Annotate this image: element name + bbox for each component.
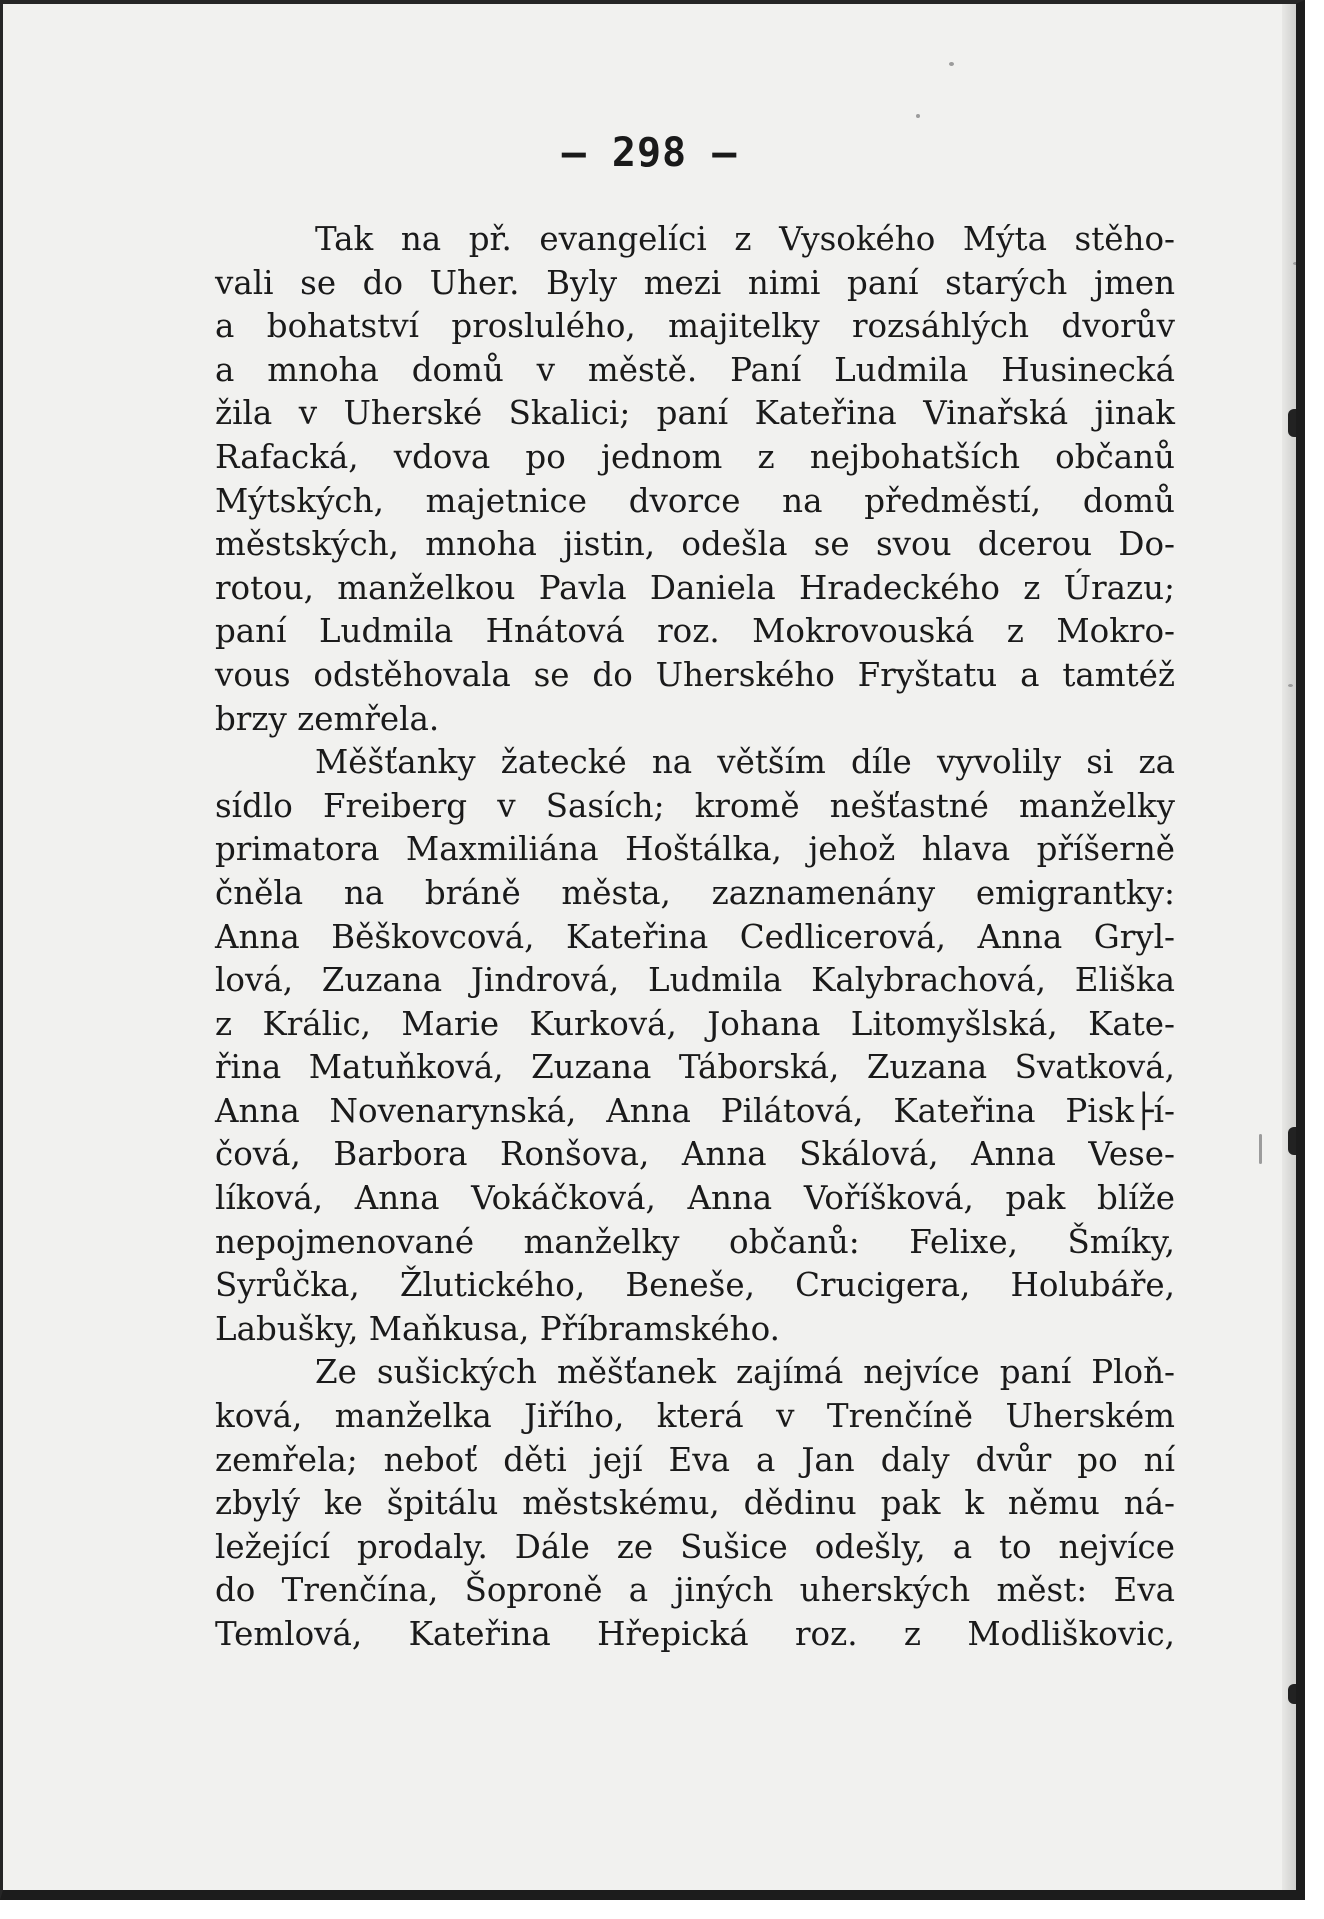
text-line: Tak na př. evangelíci z Vysokého Mýta stěho- (315, 220, 1175, 258)
paper-speck (949, 62, 954, 66)
text-line: brzy zemřela. (215, 699, 440, 738)
text-line: a bohatství proslulého, majitelky rozsáhlých dvorův (215, 307, 1175, 346)
text-line: čněla na bráně města, zaznamenány emigrantky: (215, 873, 1175, 912)
binding-mark (1288, 1127, 1300, 1155)
text-line: rotou, manželkou Pavla Daniela Hradeckého z Úrazu; (215, 568, 1175, 607)
binding-mark (1288, 409, 1300, 437)
paragraph-3 (215, 1351, 1175, 1656)
text-line: zemřela; neboť děti její Eva a Jan daly dvůr po ní (215, 1440, 1175, 1479)
text-line: Měšťanky žatecké na větším díle vyvolily si za (315, 743, 1175, 782)
text-line: vous odstěhovala se do Uherského Fryštatu a tamtéž (215, 655, 1175, 694)
text-line: lová, Zuzana Jindrová, Ludmila Kalybrachová, Eliška (215, 961, 1175, 1000)
text-line: Mýtských, majetnice dvorce na předměstí, domů (215, 481, 1175, 520)
text-line: Labušky, Maňkusa, Příbramského. (215, 1309, 780, 1348)
text-line: Syrůčka, Žlutického, Beneše, Crucigera, Holubáře, (215, 1266, 1175, 1305)
text-line: do Trenčína, Šoproně a jiných uherských měst: Eva (215, 1571, 1175, 1610)
text-line: Ze sušických měšťanek zajímá nejvíce paní Ploň- (315, 1353, 1175, 1392)
body-text (215, 218, 1175, 1657)
paper-speck (1288, 684, 1293, 687)
text-line: a mnoha domů v městě. Paní Ludmila Husinecká (215, 350, 1175, 389)
page-number: — 298 — (561, 130, 738, 176)
text-line: vali se do Uher. Byly mezi nimi paní starých jmen (215, 263, 1175, 302)
text-line: sídlo Freiberg v Sasích; kromě nešťastné manželky (215, 786, 1175, 825)
text-line: Anna Novenarynská, Anna Pilátová, Kateřina Pisk├í- (215, 1091, 1175, 1130)
paper-speck (916, 114, 920, 118)
text-line: čová, Barbora Ronšova, Anna Skálová, Anna Vese- (215, 1135, 1175, 1174)
paper-speck (1259, 1134, 1262, 1164)
text-line: zbylý ke špitálu městskému, dědinu pak k němu ná- (215, 1484, 1175, 1523)
text-line: řina Matuňková, Zuzana Táborská, Zuzana Svatková, (215, 1048, 1175, 1087)
text-line: Rafacká, vdova po jednom z nejbohatších občanů (215, 437, 1175, 476)
text-line: Anna Běškovcová, Kateřina Cedlicerová, Anna Gryl- (215, 917, 1175, 956)
text-line: primatora Maxmiliána Hoštálka, jehož hlava příšerně (215, 830, 1175, 869)
text-line: nepojmenované manželky občanů: Felixe, Šmíky, (215, 1222, 1175, 1261)
text-line: ková, manželka Jiřího, která v Trenčíně Uherském (215, 1397, 1175, 1436)
text-line: paní Ludmila Hnátová roz. Mokrovouská z Mokro- (215, 612, 1175, 651)
page-edge-shadow (1282, 4, 1296, 1890)
text-line: líková, Anna Vokáčková, Anna Voříšková, pak blíže (215, 1179, 1175, 1218)
text-line: Temlová, Kateřina Hřepická roz. z Modliškovic, (215, 1615, 1175, 1653)
paragraph-2 (215, 741, 1175, 1351)
paper-speck (1293, 262, 1298, 265)
binding-mark (1288, 1684, 1300, 1704)
text-line: z Králic, Marie Kurková, Johana Litomyšlská, Kate- (215, 1004, 1175, 1043)
text-line: městských, mnoha jistin, odešla se svou dcerou Do- (215, 525, 1175, 564)
text-line: ležející prodaly. Dále ze Sušice odešly, a to nejvíce (215, 1527, 1175, 1566)
paragraph-1 (215, 218, 1175, 741)
text-line: žila v Uherské Skalici; paní Kateřina Vinařská jinak (215, 394, 1175, 433)
